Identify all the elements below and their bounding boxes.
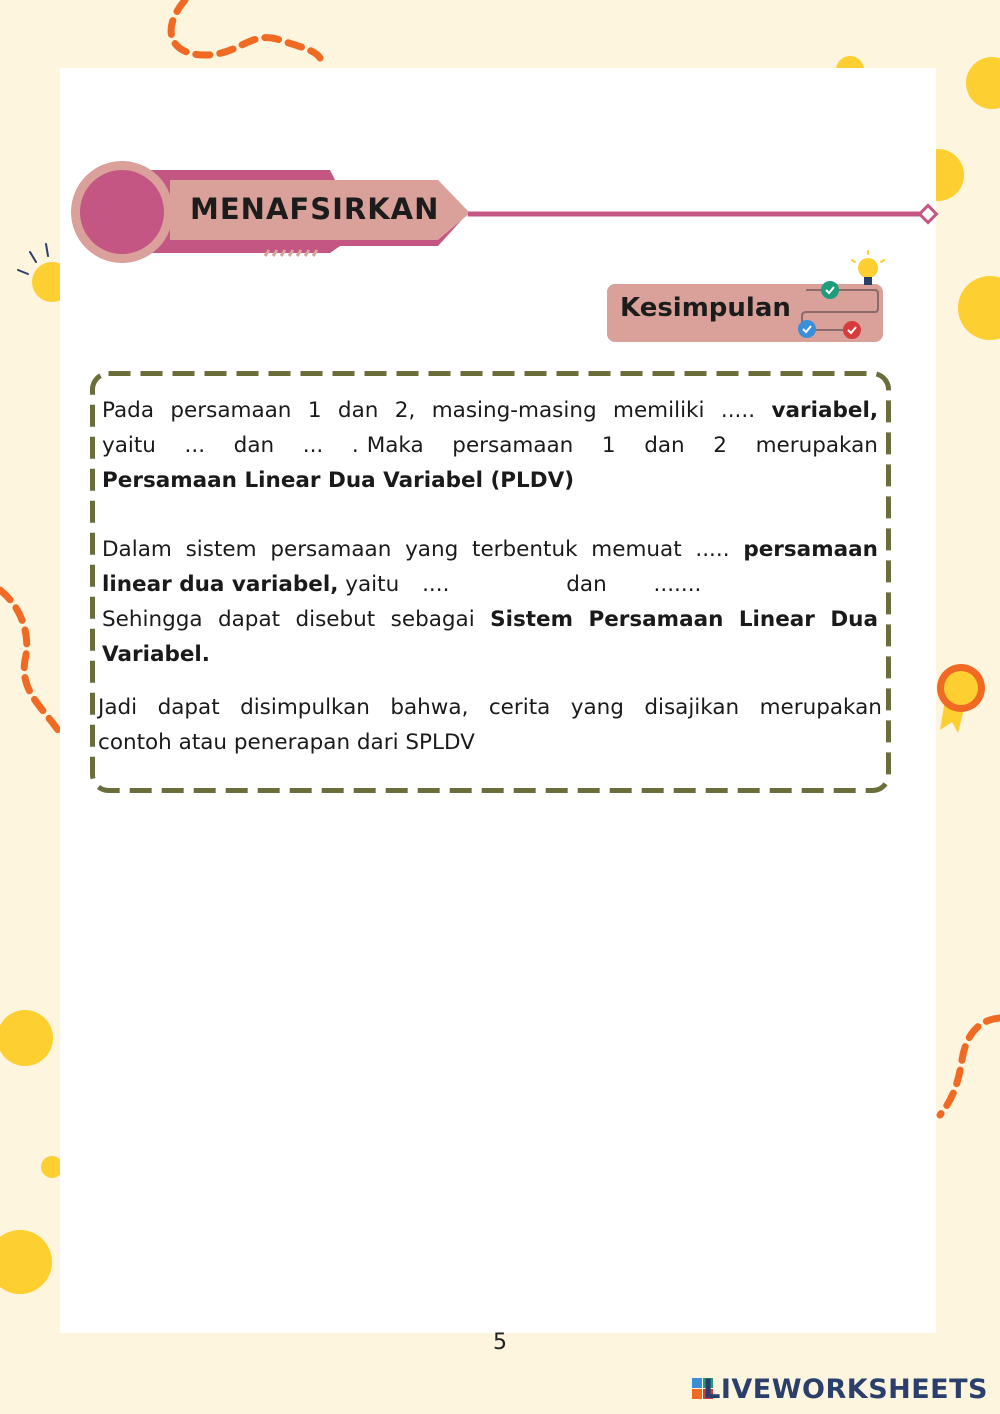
yellow-dot xyxy=(0,1010,53,1066)
dashed-curve-top xyxy=(171,0,320,58)
brand-name[interactable]: LIVEWORKSHEETS xyxy=(703,1374,988,1405)
page-number: 5 xyxy=(493,1330,507,1355)
dashed-curve-right xyxy=(940,1018,1000,1115)
paragraph-line: Sehingga dapat disebut sebagai Sistem Persamaan Linear Dua xyxy=(102,607,878,632)
paragraph-line: Pada persamaan 1 dan 2, masing-masing memiliki ..... variabel, xyxy=(102,393,878,428)
paragraph-system xyxy=(102,532,878,672)
yellow-dot xyxy=(966,57,1000,109)
section-title: MENAFSIRKAN xyxy=(190,192,440,226)
lightbulb-icon xyxy=(858,258,878,278)
blank-count-equations[interactable]: ..... xyxy=(695,537,730,562)
medal-icon xyxy=(937,664,985,733)
paragraph-line: linear dua variabel, yaitu .... dan ....... xyxy=(102,572,702,597)
paragraph-variables xyxy=(102,393,878,498)
yellow-dot xyxy=(958,276,1000,340)
conclusion-label: Kesimpulan xyxy=(620,293,791,323)
paragraph-conclusion xyxy=(98,690,882,760)
blank-variable-1[interactable]: ... xyxy=(184,433,206,458)
blank-equation-2[interactable]: ....... xyxy=(653,572,702,597)
blank-count-variables[interactable]: ..... xyxy=(720,398,756,423)
blank-variable-2[interactable]: ... xyxy=(302,433,324,458)
yellow-dot xyxy=(0,1230,52,1294)
dashed-curve-left xyxy=(0,590,58,730)
paragraph-line: Jadi dapat disimpulkan bahwa, cerita yang disajikan merupakan xyxy=(98,695,882,720)
checklist-icon xyxy=(790,248,890,343)
paragraph-line: yaitu ... dan ... . Maka persamaan 1 dan 2 merupakan xyxy=(102,428,878,463)
blank-equation-1[interactable]: .... xyxy=(422,572,450,597)
paragraph-line: contoh atau penerapan dari SPLDV xyxy=(98,730,475,755)
paragraph-line: Dalam sistem persamaan yang terbentuk memuat ..... persamaan xyxy=(102,532,878,567)
paragraph-line: Persamaan Linear Dua Variabel (PLDV) xyxy=(102,468,575,493)
paragraph-line: Variabel. xyxy=(102,642,210,667)
